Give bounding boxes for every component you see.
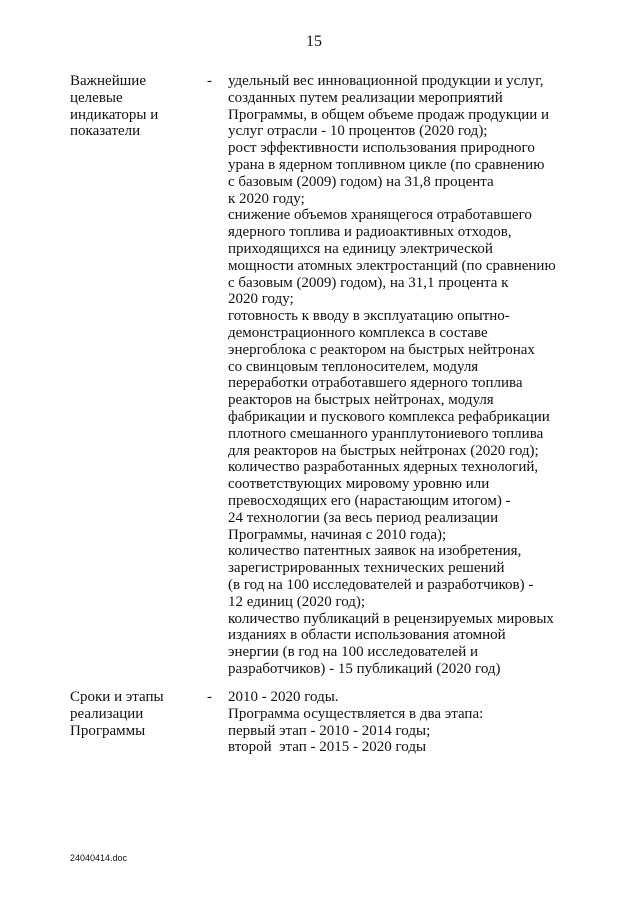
text-line: со свинцовым теплоносителем, модуля <box>228 358 479 375</box>
page-number: 15 <box>306 33 322 50</box>
text-line: Программы, начиная с 2010 года); <box>228 526 447 543</box>
document-filename: 24040414.doc <box>70 853 128 863</box>
text-line: первый этап - 2010 - 2014 годы; <box>228 722 431 739</box>
text-line: 12 единиц (2020 год); <box>228 593 366 610</box>
text-line: готовность к вводу в эксплуатацию опытно- <box>228 308 510 325</box>
text-line: 24 технологии (за весь период реализации <box>228 509 499 526</box>
label-line: Программы <box>70 722 146 739</box>
text-line: услуг отрасли - 10 процентов (2020 год); <box>228 123 488 140</box>
text-line: соответствующих мировому уровню или <box>228 476 490 493</box>
section-text <box>228 73 578 678</box>
text-line: к 2020 году; <box>228 190 305 207</box>
label-line: реализации <box>70 705 144 722</box>
text-line: количество публикаций в рецензируемых мировых <box>228 610 554 627</box>
text-line: рост эффективности использования природного <box>228 140 535 157</box>
text-line: 2020 году; <box>228 291 294 308</box>
label-line: Важнейшие <box>70 73 146 89</box>
label-line: показатели <box>70 123 141 140</box>
section-label <box>70 689 190 739</box>
text-line: зарегистрированных технических решений <box>228 560 505 577</box>
text-line: ядерного топлива и радиоактивных отходов, <box>228 224 512 241</box>
text-line: 2010 - 2020 годы. <box>228 689 339 705</box>
text-line: с базовым (2009) годом) на 31,8 процента <box>228 173 494 190</box>
text-line: с базовым (2009) годом), на 31,1 процента к <box>228 274 509 291</box>
text-line: количество патентных заявок на изобретения, <box>228 543 522 560</box>
section-dash: - <box>207 689 212 705</box>
text-line: энергоблока с реактором на быстрых нейтронах <box>228 341 535 358</box>
label-line: индикаторы и <box>70 106 159 123</box>
text-line: для реакторов на быстрых нейтронах (2020 год); <box>228 442 539 459</box>
text-line: переработки отработавшего ядерного топлива <box>228 375 523 392</box>
text-line: плотного смешанного уранплутониевого топлива <box>228 425 544 442</box>
text-line: Программы, в общем объеме продаж продукции и <box>228 106 550 123</box>
text-line: удельный вес инновационной продукции и услуг, <box>228 73 544 89</box>
text-line: разработчиков) - 15 публикаций (2020 год) <box>228 660 501 677</box>
text-line: Программа осуществляется в два этапа: <box>228 705 484 722</box>
label-line: целевые <box>70 89 123 106</box>
text-line: превосходящих его (нарастающим итогом) - <box>228 492 511 509</box>
text-line: урана в ядерном топливном цикле (по сравнению <box>228 156 545 173</box>
text-line: второй этап - 2015 - 2020 годы <box>228 739 427 756</box>
section-label <box>70 73 190 140</box>
section-text <box>228 689 578 756</box>
text-line: снижение объемов хранящегося отработавшего <box>228 207 532 224</box>
label-line: Сроки и этапы <box>70 689 164 705</box>
text-line: (в год на 100 исследователей и разработчиков) - <box>228 576 534 593</box>
text-line: энергии (в год на 100 исследователей и <box>228 644 479 661</box>
text-line: количество разработанных ядерных технологий, <box>228 459 539 476</box>
text-line: приходящихся на единицу электрической <box>228 240 493 257</box>
text-line: мощности атомных электростанций (по сравнению <box>228 257 556 274</box>
text-line: демонстрационного комплекса в составе <box>228 324 488 341</box>
text-line: созданных путем реализации мероприятий <box>228 89 503 106</box>
text-line: реакторов на быстрых нейтронах, модуля <box>228 392 494 409</box>
text-line: изданиях в области использования атомной <box>228 627 506 644</box>
section-dash: - <box>207 73 212 89</box>
text-line: фабрикации и пускового комплекса рефабрикации <box>228 408 550 425</box>
